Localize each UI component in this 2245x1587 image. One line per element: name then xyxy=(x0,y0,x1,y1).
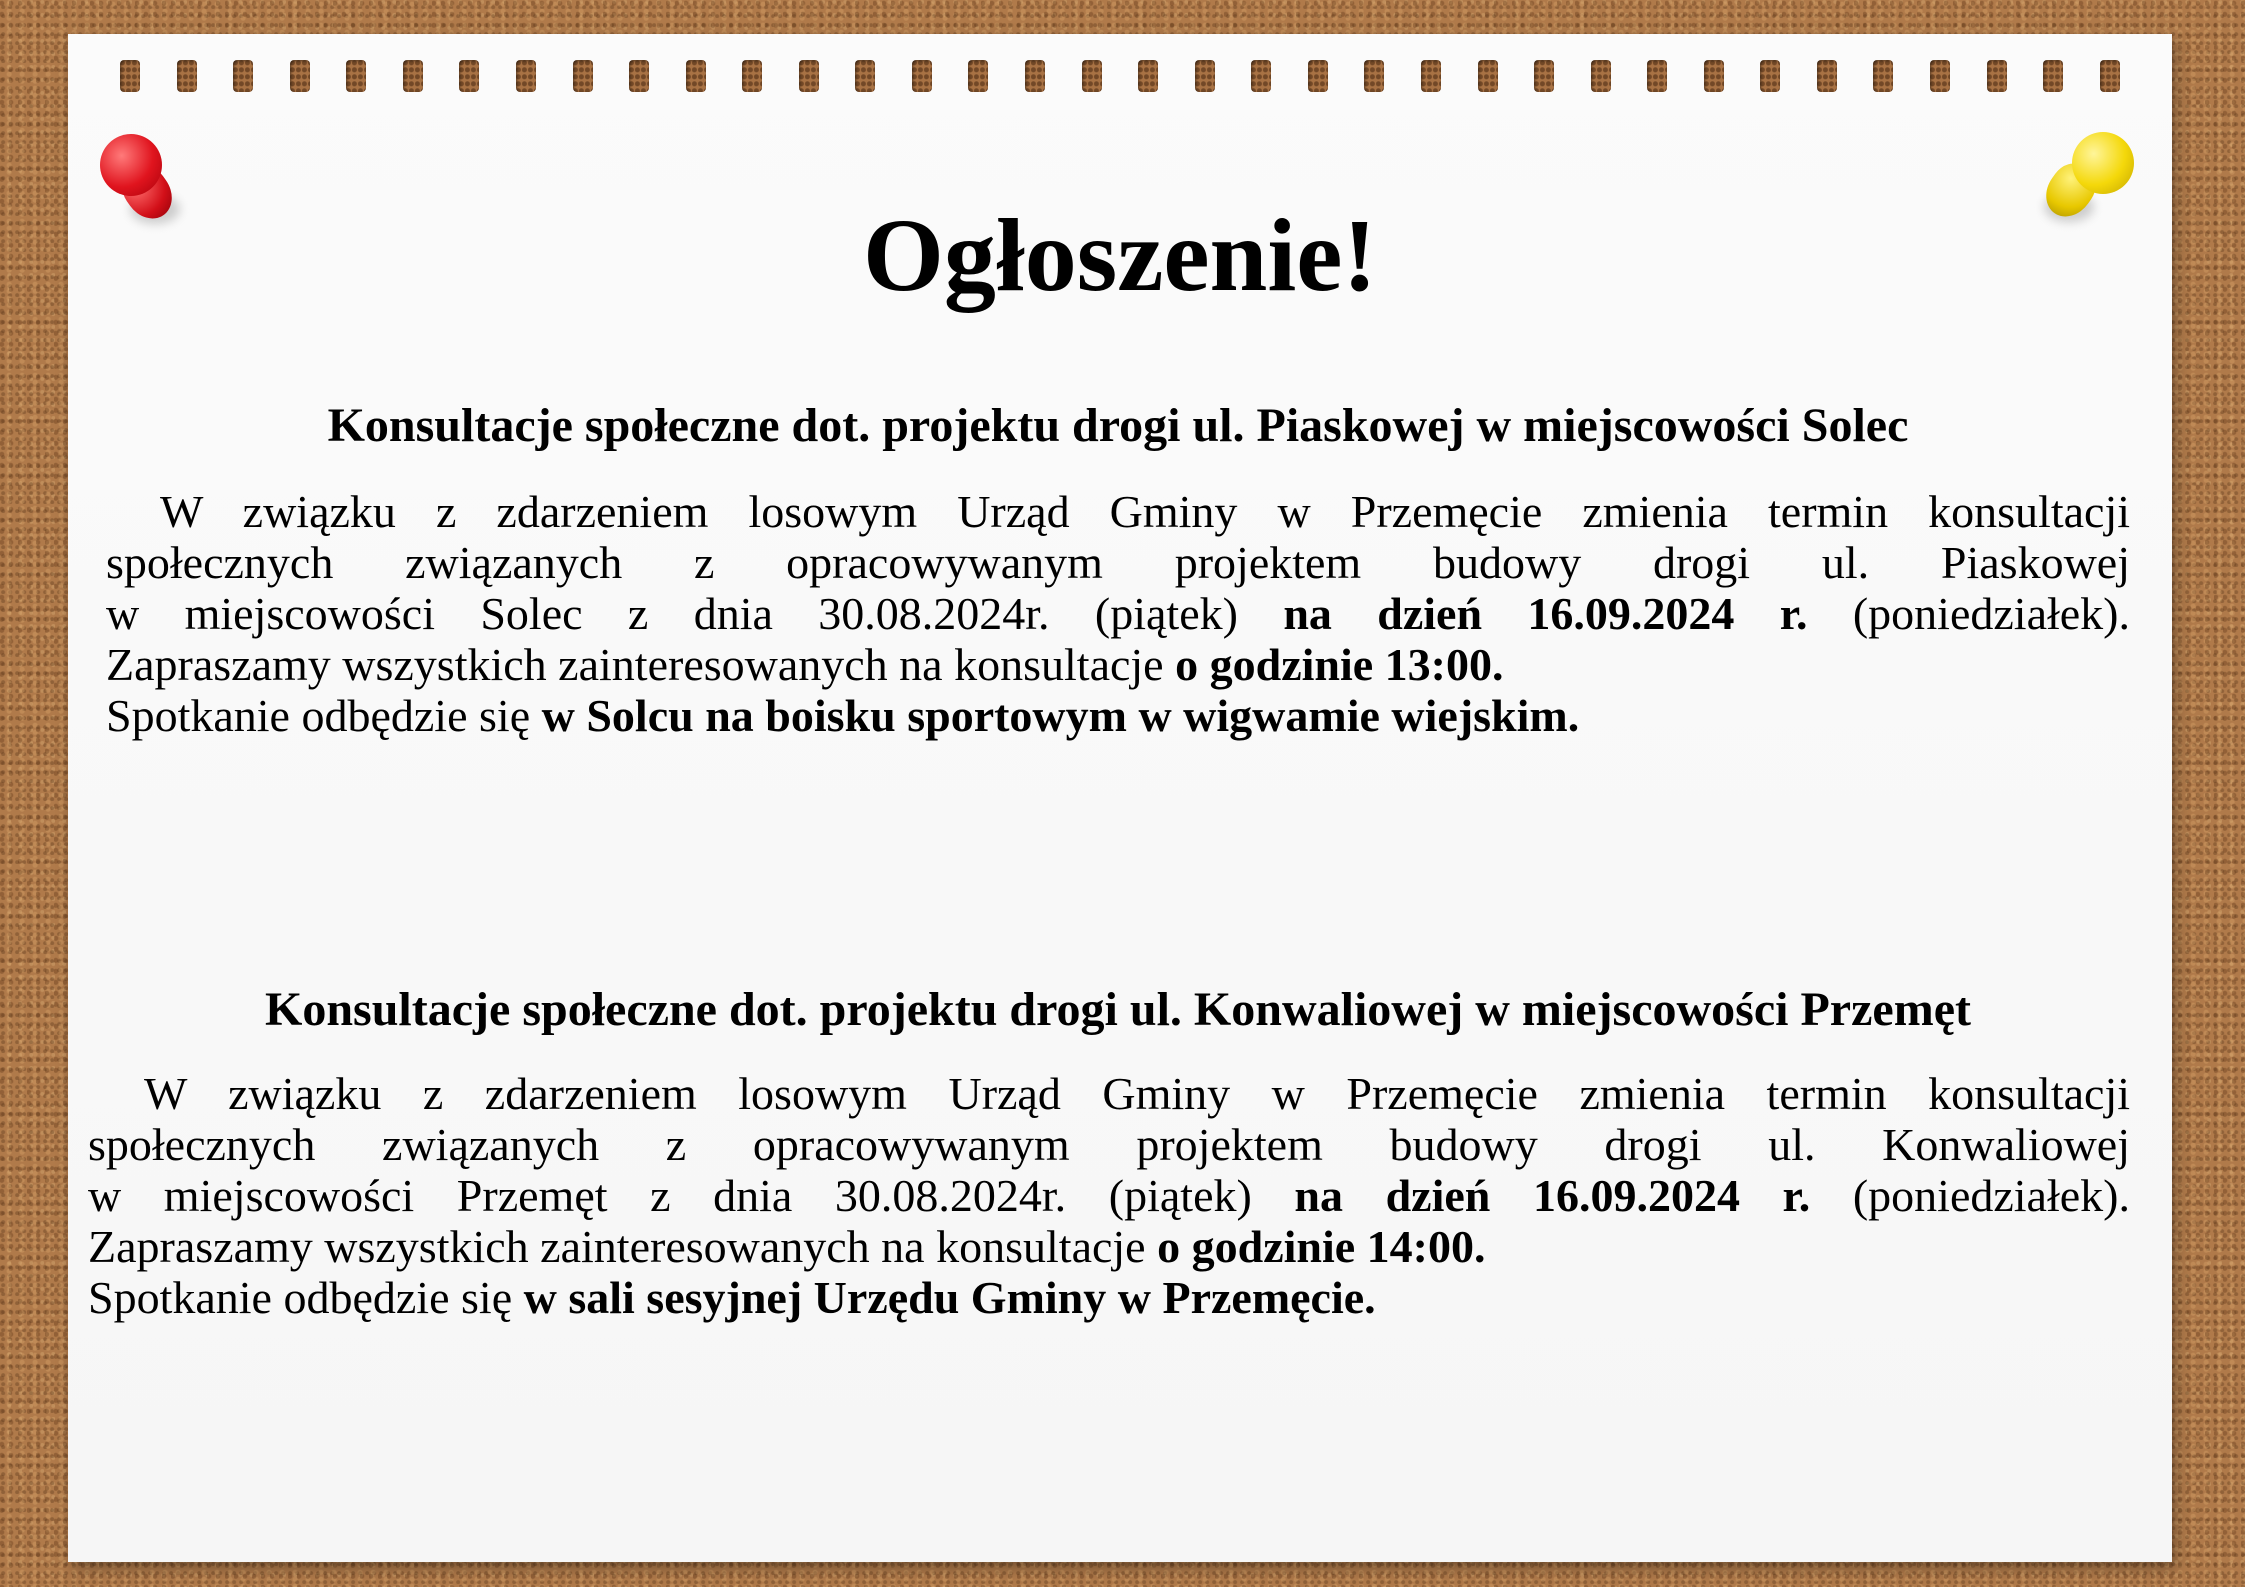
section2-line4 xyxy=(88,1221,2130,1272)
section1-body xyxy=(106,486,2130,741)
punch-hole xyxy=(1138,60,1158,92)
punch-hole xyxy=(233,60,253,92)
punch-hole xyxy=(459,60,479,92)
section1-time: o godzinie 13:00. xyxy=(1175,639,1504,690)
notice-paper xyxy=(68,34,2172,1562)
punch-hole xyxy=(1534,60,1554,92)
section1-meeting-text: Spotkanie odbędzie się xyxy=(106,690,531,741)
section2-line3 xyxy=(88,1170,2130,1221)
section1-line2: społecznych związanych z opracowywanym projektem budowy drogi ul. Piaskowej xyxy=(106,537,2130,588)
section2-body xyxy=(88,1068,2130,1323)
section1-line5 xyxy=(106,690,2130,741)
section2-line3-text: w miejscowości Przemęt z dnia 30.08.2024r. (piątek) xyxy=(88,1170,1252,1221)
punch-hole xyxy=(1195,60,1215,92)
section1-weekday: (poniedziałek). xyxy=(1852,588,2131,639)
punch-hole xyxy=(516,60,536,92)
punch-hole xyxy=(799,60,819,92)
punch-hole xyxy=(2043,60,2063,92)
punch-hole xyxy=(629,60,649,92)
section2-weekday: (poniedziałek). xyxy=(1852,1170,2130,1221)
section2-new-date: na dzień 16.09.2024 r. xyxy=(1294,1170,1811,1221)
punch-hole xyxy=(290,60,310,92)
section1-line3-text: w miejscowości Solec z dnia 30.08.2024r. (piątek) xyxy=(106,588,1238,639)
section1-invite-text: Zapraszamy wszystkich zainteresowanych na konsultacje xyxy=(106,639,1164,690)
page-title: Ogłoszenie! xyxy=(862,198,1378,313)
punch-hole xyxy=(1251,60,1271,92)
section1-location: w Solcu na boisku sportowym w wigwamie wiejskim. xyxy=(541,690,1580,741)
section2-meeting-text: Spotkanie odbędzie się xyxy=(88,1272,513,1323)
punch-hole xyxy=(742,60,762,92)
section2-line5 xyxy=(88,1272,2130,1323)
punch-hole xyxy=(1082,60,1102,92)
punch-hole xyxy=(1364,60,1384,92)
section1-new-date: na dzień 16.09.2024 r. xyxy=(1283,588,1808,639)
section2-location: w sali sesyjnej Urzędu Gminy w Przemęcie. xyxy=(523,1272,1376,1323)
punch-hole xyxy=(1760,60,1780,92)
punch-hole xyxy=(1421,60,1441,92)
section1-line4 xyxy=(106,639,2130,690)
punch-hole xyxy=(1478,60,1498,92)
punch-hole xyxy=(1591,60,1611,92)
punch-hole xyxy=(968,60,988,92)
punch-hole xyxy=(1647,60,1667,92)
punch-hole xyxy=(1704,60,1724,92)
punch-hole xyxy=(403,60,423,92)
section1-line3 xyxy=(106,588,2130,639)
punch-hole xyxy=(1308,60,1328,92)
paper-punch-holes xyxy=(120,60,2120,100)
section2-heading: Konsultacje społeczne dot. projektu drogi ul. Konwaliowej w miejscowości Przemęt xyxy=(265,983,1971,1036)
section1-heading: Konsultacje społeczne dot. projektu drogi ul. Piaskowej w miejscowości Solec xyxy=(327,399,1909,452)
section2-line2: społecznych związanych z opracowywanym projektem budowy drogi ul. Konwaliowej xyxy=(88,1119,2130,1170)
punch-hole xyxy=(1930,60,1950,92)
punch-hole xyxy=(1873,60,1893,92)
punch-hole xyxy=(177,60,197,92)
punch-hole xyxy=(912,60,932,92)
punch-hole xyxy=(1817,60,1837,92)
section1-line1: W związku z zdarzeniem losowym Urząd Gminy w Przemęcie zmienia termin konsultacji xyxy=(160,486,2130,537)
punch-hole xyxy=(2100,60,2120,92)
section2-line1: W związku z zdarzeniem losowym Urząd Gminy w Przemęcie zmienia termin konsultacji xyxy=(144,1068,2130,1119)
punch-hole xyxy=(1987,60,2007,92)
punch-hole xyxy=(686,60,706,92)
punch-hole xyxy=(346,60,366,92)
punch-hole xyxy=(1025,60,1045,92)
section2-time: o godzinie 14:00. xyxy=(1157,1221,1486,1272)
punch-hole xyxy=(120,60,140,92)
section2-invite-text: Zapraszamy wszystkich zainteresowanych na konsultacje xyxy=(88,1221,1146,1272)
punch-hole xyxy=(573,60,593,92)
punch-hole xyxy=(855,60,875,92)
